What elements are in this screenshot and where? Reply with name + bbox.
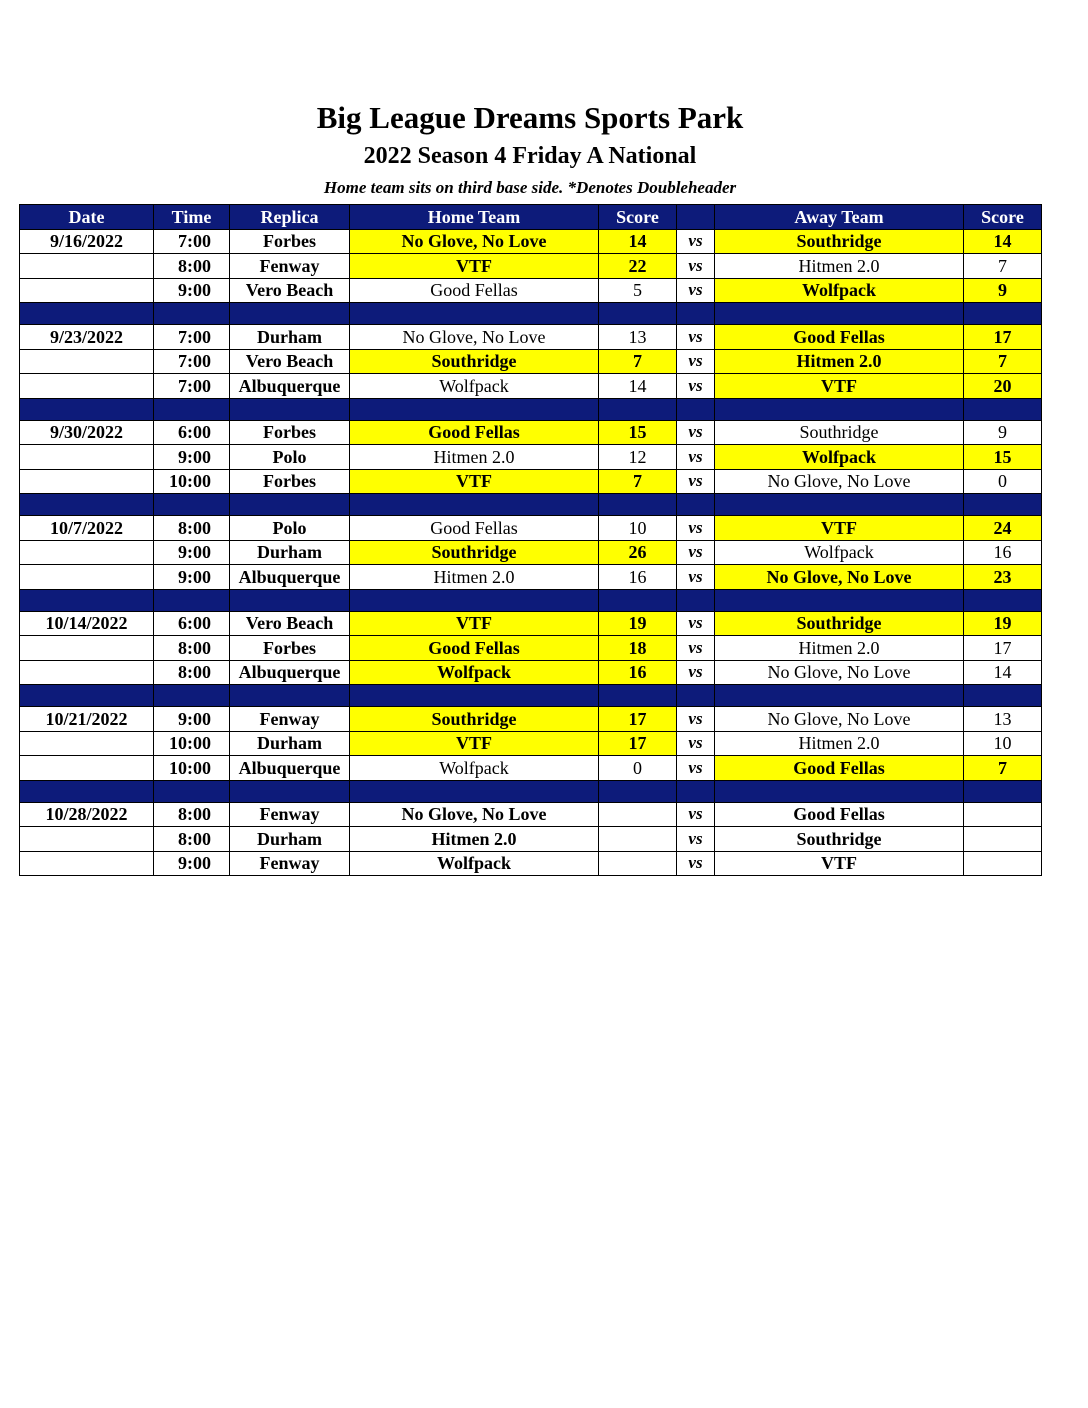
- replica-cell: Fenway: [230, 851, 350, 876]
- replica-cell: Albuquerque: [230, 660, 350, 685]
- schedule-body: [20, 229, 1042, 876]
- away-score-cell: [964, 827, 1042, 852]
- separator-cell: [599, 494, 677, 516]
- time-cell: 7:00: [154, 325, 230, 350]
- vs-label: vs: [677, 636, 715, 661]
- date-cell: 10/7/2022: [20, 516, 154, 541]
- date-cell: 10/14/2022: [20, 611, 154, 636]
- home-score-cell: 26: [599, 540, 677, 565]
- date-cell: [20, 374, 154, 399]
- home-team-cell: Hitmen 2.0: [350, 827, 599, 852]
- time-cell: 9:00: [154, 445, 230, 470]
- away-team-cell: Hitmen 2.0: [715, 254, 964, 279]
- home-team-cell: VTF: [350, 254, 599, 279]
- vs-label: vs: [677, 325, 715, 350]
- table-row: [20, 254, 1042, 279]
- separator-cell: [350, 589, 599, 611]
- home-score-cell: 17: [599, 731, 677, 756]
- table-row: [20, 516, 1042, 541]
- date-cell: 10/21/2022: [20, 707, 154, 732]
- replica-cell: Albuquerque: [230, 565, 350, 590]
- separator-cell: [677, 303, 715, 325]
- away-team-cell: No Glove, No Love: [715, 469, 964, 494]
- away-score-cell: 7: [964, 254, 1042, 279]
- table-row: [20, 445, 1042, 470]
- separator-cell: [599, 780, 677, 802]
- home-score-cell: 10: [599, 516, 677, 541]
- time-cell: 8:00: [154, 516, 230, 541]
- col-header-away-score: Score: [964, 205, 1042, 230]
- vs-label: vs: [677, 611, 715, 636]
- away-score-cell: 7: [964, 349, 1042, 374]
- separator-cell: [677, 589, 715, 611]
- away-score-cell: 15: [964, 445, 1042, 470]
- home-team-cell: Wolfpack: [350, 756, 599, 781]
- page-subtitle: 2022 Season 4 Friday A National: [363, 143, 697, 169]
- col-header-home-team: Home Team: [350, 205, 599, 230]
- date-cell: [20, 851, 154, 876]
- replica-cell: Albuquerque: [230, 756, 350, 781]
- home-team-cell: Wolfpack: [350, 660, 599, 685]
- home-team-cell: Wolfpack: [350, 374, 599, 399]
- separator-cell: [230, 398, 350, 420]
- home-score-cell: 14: [599, 229, 677, 254]
- separator-cell: [154, 494, 230, 516]
- separator-cell: [677, 398, 715, 420]
- separator-cell: [964, 589, 1042, 611]
- table-row: [20, 851, 1042, 876]
- separator-cell: [20, 303, 154, 325]
- time-cell: 10:00: [154, 756, 230, 781]
- date-cell: [20, 636, 154, 661]
- date-cell: 9/16/2022: [20, 229, 154, 254]
- separator-cell: [964, 303, 1042, 325]
- week-separator-row: [20, 494, 1042, 516]
- separator-cell: [230, 589, 350, 611]
- vs-label: vs: [677, 707, 715, 732]
- date-cell: 10/28/2022: [20, 802, 154, 827]
- separator-cell: [154, 780, 230, 802]
- separator-cell: [964, 780, 1042, 802]
- home-score-cell: 0: [599, 756, 677, 781]
- date-cell: [20, 660, 154, 685]
- home-score-cell: [599, 802, 677, 827]
- away-score-cell: 17: [964, 636, 1042, 661]
- time-cell: 9:00: [154, 540, 230, 565]
- away-team-cell: Wolfpack: [715, 540, 964, 565]
- separator-cell: [715, 398, 964, 420]
- date-cell: [20, 445, 154, 470]
- home-score-cell: 16: [599, 565, 677, 590]
- home-score-cell: 17: [599, 707, 677, 732]
- separator-cell: [154, 685, 230, 707]
- replica-cell: Forbes: [230, 229, 350, 254]
- col-header-away-team: Away Team: [715, 205, 964, 230]
- date-cell: 9/23/2022: [20, 325, 154, 350]
- home-score-cell: 7: [599, 349, 677, 374]
- home-score-cell: 12: [599, 445, 677, 470]
- away-score-cell: 9: [964, 420, 1042, 445]
- away-score-cell: 0: [964, 469, 1042, 494]
- home-team-cell: No Glove, No Love: [350, 325, 599, 350]
- replica-cell: Fenway: [230, 707, 350, 732]
- separator-cell: [154, 589, 230, 611]
- home-score-cell: [599, 851, 677, 876]
- home-team-cell: Wolfpack: [350, 851, 599, 876]
- vs-label: vs: [677, 756, 715, 781]
- table-row: [20, 756, 1042, 781]
- time-cell: 9:00: [154, 278, 230, 303]
- page-title: Big League Dreams Sports Park: [316, 100, 744, 135]
- week-separator-row: [20, 685, 1042, 707]
- date-cell: [20, 565, 154, 590]
- home-team-cell: No Glove, No Love: [350, 802, 599, 827]
- home-team-cell: Southridge: [350, 349, 599, 374]
- date-cell: 9/30/2022: [20, 420, 154, 445]
- table-row: [20, 229, 1042, 254]
- home-score-cell: 18: [599, 636, 677, 661]
- vs-label: vs: [677, 349, 715, 374]
- vs-label: vs: [677, 540, 715, 565]
- replica-cell: Forbes: [230, 420, 350, 445]
- vs-label: vs: [677, 229, 715, 254]
- home-score-cell: 14: [599, 374, 677, 399]
- separator-cell: [715, 303, 964, 325]
- separator-cell: [677, 685, 715, 707]
- home-team-cell: Hitmen 2.0: [350, 565, 599, 590]
- time-cell: 8:00: [154, 802, 230, 827]
- away-score-cell: 20: [964, 374, 1042, 399]
- home-score-cell: 7: [599, 469, 677, 494]
- time-cell: 8:00: [154, 827, 230, 852]
- away-score-cell: 17: [964, 325, 1042, 350]
- schedule-table: [19, 204, 1042, 876]
- time-cell: 8:00: [154, 254, 230, 279]
- away-score-cell: 16: [964, 540, 1042, 565]
- table-row: [20, 420, 1042, 445]
- time-cell: 9:00: [154, 851, 230, 876]
- away-score-cell: 7: [964, 756, 1042, 781]
- separator-cell: [715, 589, 964, 611]
- table-row: [20, 636, 1042, 661]
- separator-cell: [715, 685, 964, 707]
- separator-cell: [230, 685, 350, 707]
- separator-cell: [154, 398, 230, 420]
- home-score-cell: 13: [599, 325, 677, 350]
- away-score-cell: [964, 851, 1042, 876]
- week-separator-row: [20, 398, 1042, 420]
- separator-cell: [350, 494, 599, 516]
- table-header-row: [20, 205, 1042, 230]
- away-team-cell: VTF: [715, 851, 964, 876]
- replica-cell: Vero Beach: [230, 349, 350, 374]
- home-team-cell: Good Fellas: [350, 278, 599, 303]
- table-row: [20, 802, 1042, 827]
- separator-cell: [350, 303, 599, 325]
- vs-label: vs: [677, 516, 715, 541]
- vs-label: vs: [677, 278, 715, 303]
- time-cell: 9:00: [154, 707, 230, 732]
- time-cell: 7:00: [154, 374, 230, 399]
- away-team-cell: Good Fellas: [715, 802, 964, 827]
- replica-cell: Fenway: [230, 254, 350, 279]
- table-row: [20, 731, 1042, 756]
- separator-cell: [677, 494, 715, 516]
- date-cell: [20, 827, 154, 852]
- vs-label: vs: [677, 851, 715, 876]
- separator-cell: [715, 494, 964, 516]
- home-score-cell: 16: [599, 660, 677, 685]
- vs-label: vs: [677, 827, 715, 852]
- date-cell: [20, 756, 154, 781]
- separator-cell: [350, 685, 599, 707]
- replica-cell: Vero Beach: [230, 611, 350, 636]
- vs-label: vs: [677, 420, 715, 445]
- separator-cell: [230, 780, 350, 802]
- away-score-cell: 13: [964, 707, 1042, 732]
- separator-cell: [964, 494, 1042, 516]
- home-team-cell: Southridge: [350, 707, 599, 732]
- away-team-cell: Good Fellas: [715, 325, 964, 350]
- home-score-cell: 5: [599, 278, 677, 303]
- replica-cell: Durham: [230, 325, 350, 350]
- time-cell: 8:00: [154, 636, 230, 661]
- separator-cell: [599, 303, 677, 325]
- date-cell: [20, 254, 154, 279]
- table-row: [20, 349, 1042, 374]
- replica-cell: Polo: [230, 516, 350, 541]
- home-team-cell: VTF: [350, 731, 599, 756]
- home-team-cell: Good Fellas: [350, 516, 599, 541]
- table-row: [20, 325, 1042, 350]
- away-team-cell: No Glove, No Love: [715, 660, 964, 685]
- separator-cell: [964, 398, 1042, 420]
- away-team-cell: Wolfpack: [715, 445, 964, 470]
- time-cell: 8:00: [154, 660, 230, 685]
- away-score-cell: 24: [964, 516, 1042, 541]
- separator-cell: [350, 398, 599, 420]
- separator-cell: [964, 685, 1042, 707]
- separator-cell: [20, 589, 154, 611]
- replica-cell: Durham: [230, 731, 350, 756]
- week-separator-row: [20, 589, 1042, 611]
- away-team-cell: Hitmen 2.0: [715, 636, 964, 661]
- time-cell: 7:00: [154, 229, 230, 254]
- away-team-cell: Southridge: [715, 611, 964, 636]
- away-score-cell: 14: [964, 660, 1042, 685]
- time-cell: 6:00: [154, 611, 230, 636]
- away-team-cell: No Glove, No Love: [715, 707, 964, 732]
- table-row: [20, 707, 1042, 732]
- away-score-cell: 14: [964, 229, 1042, 254]
- home-score-cell: 22: [599, 254, 677, 279]
- separator-cell: [20, 398, 154, 420]
- replica-cell: Polo: [230, 445, 350, 470]
- away-team-cell: Southridge: [715, 229, 964, 254]
- replica-cell: Durham: [230, 827, 350, 852]
- replica-cell: Fenway: [230, 802, 350, 827]
- replica-cell: Forbes: [230, 469, 350, 494]
- schedule-note: Home team sits on third base side. *Denotes Doubleheader: [323, 178, 737, 197]
- home-team-cell: Good Fellas: [350, 636, 599, 661]
- vs-label: vs: [677, 660, 715, 685]
- table-row: [20, 660, 1042, 685]
- away-score-cell: 10: [964, 731, 1042, 756]
- separator-cell: [20, 780, 154, 802]
- separator-cell: [20, 494, 154, 516]
- date-cell: [20, 278, 154, 303]
- vs-label: vs: [677, 469, 715, 494]
- vs-label: vs: [677, 731, 715, 756]
- home-team-cell: No Glove, No Love: [350, 229, 599, 254]
- away-team-cell: Good Fellas: [715, 756, 964, 781]
- col-header-time: Time: [154, 205, 230, 230]
- col-header-home-score: Score: [599, 205, 677, 230]
- home-team-cell: Good Fellas: [350, 420, 599, 445]
- table-row: [20, 469, 1042, 494]
- col-header-date: Date: [20, 205, 154, 230]
- away-team-cell: Hitmen 2.0: [715, 731, 964, 756]
- replica-cell: Durham: [230, 540, 350, 565]
- time-cell: 10:00: [154, 469, 230, 494]
- separator-cell: [230, 494, 350, 516]
- vs-label: vs: [677, 254, 715, 279]
- col-header-replica: Replica: [230, 205, 350, 230]
- table-row: [20, 278, 1042, 303]
- vs-label: vs: [677, 374, 715, 399]
- home-team-cell: Hitmen 2.0: [350, 445, 599, 470]
- away-team-cell: VTF: [715, 374, 964, 399]
- separator-cell: [154, 303, 230, 325]
- home-score-cell: 15: [599, 420, 677, 445]
- replica-cell: Albuquerque: [230, 374, 350, 399]
- vs-label: vs: [677, 445, 715, 470]
- separator-cell: [230, 303, 350, 325]
- date-cell: [20, 540, 154, 565]
- col-header-vs: [677, 205, 715, 230]
- away-score-cell: 19: [964, 611, 1042, 636]
- away-team-cell: Southridge: [715, 827, 964, 852]
- home-team-cell: VTF: [350, 611, 599, 636]
- replica-cell: Vero Beach: [230, 278, 350, 303]
- time-cell: 10:00: [154, 731, 230, 756]
- time-cell: 6:00: [154, 420, 230, 445]
- replica-cell: Forbes: [230, 636, 350, 661]
- vs-label: vs: [677, 802, 715, 827]
- date-cell: [20, 731, 154, 756]
- table-row: [20, 374, 1042, 399]
- table-row: [20, 565, 1042, 590]
- separator-cell: [350, 780, 599, 802]
- date-cell: [20, 469, 154, 494]
- week-separator-row: [20, 780, 1042, 802]
- home-team-cell: Southridge: [350, 540, 599, 565]
- table-row: [20, 540, 1042, 565]
- separator-cell: [599, 398, 677, 420]
- vs-label: vs: [677, 565, 715, 590]
- separator-cell: [20, 685, 154, 707]
- date-cell: [20, 349, 154, 374]
- away-score-cell: 9: [964, 278, 1042, 303]
- away-team-cell: Hitmen 2.0: [715, 349, 964, 374]
- away-score-cell: [964, 802, 1042, 827]
- away-score-cell: 23: [964, 565, 1042, 590]
- home-score-cell: [599, 827, 677, 852]
- home-score-cell: 19: [599, 611, 677, 636]
- away-team-cell: Wolfpack: [715, 278, 964, 303]
- away-team-cell: Southridge: [715, 420, 964, 445]
- table-row: [20, 827, 1042, 852]
- separator-cell: [677, 780, 715, 802]
- time-cell: 7:00: [154, 349, 230, 374]
- time-cell: 9:00: [154, 565, 230, 590]
- week-separator-row: [20, 303, 1042, 325]
- separator-cell: [599, 685, 677, 707]
- home-team-cell: VTF: [350, 469, 599, 494]
- away-team-cell: No Glove, No Love: [715, 565, 964, 590]
- table-row: [20, 611, 1042, 636]
- separator-cell: [715, 780, 964, 802]
- separator-cell: [599, 589, 677, 611]
- away-team-cell: VTF: [715, 516, 964, 541]
